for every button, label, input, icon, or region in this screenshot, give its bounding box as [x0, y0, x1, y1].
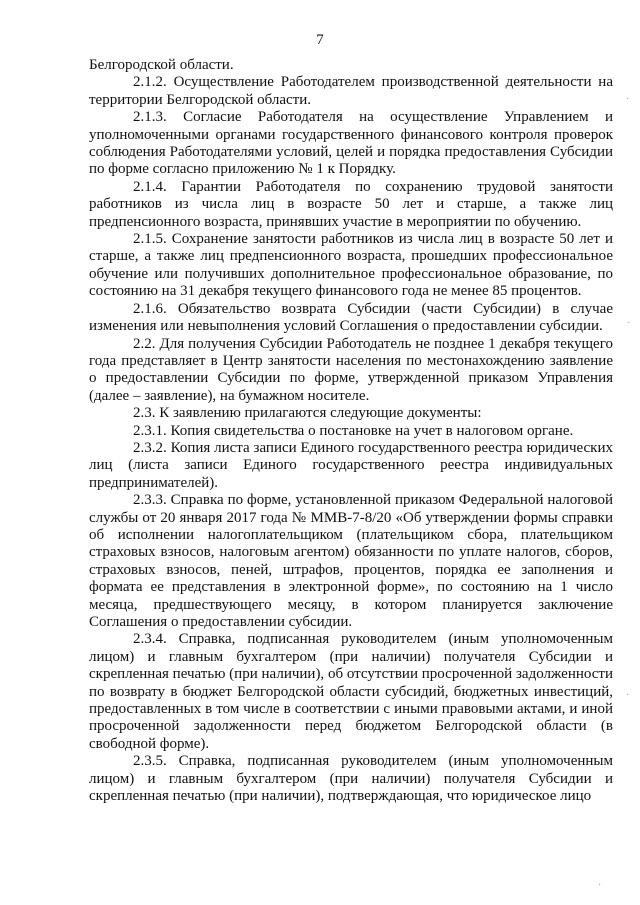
paragraph: 2.3.4. Справка, подписанная руководителем (иным уполномоченным лицом) и главным бухгалтером (при наличии) получателя Субсидии и скрепленная печатью (при наличии), об отсутствии просроченной задолженности по возврату в бюджет Белгородской области субсидий, бюджетных инвестиций, предоставленных в том числе в соответствии с иными правовыми актами, и иной просроченной задолженности перед бюджетом Белгородской области (в свободной форме).	[89, 631, 613, 752]
paragraph: 2.2. Для получения Субсидии Работодатель не позднее 1 декабря текущего года представляет в Центр занятости населения по местонахождению заявление о предоставлении Субсидии по форме, утвержденной приказом Управления (далее – заявление), на бумажном носителе.	[89, 335, 613, 404]
scan-speck: ·	[598, 880, 602, 891]
paragraph: 2.3. К заявлению прилагаются следующие документы:	[133, 405, 482, 422]
paragraph: 2.1.4. Гарантии Работодателя по сохранению трудовой занятости работников из числа лиц в возрасте 50 лет и старше, а также лиц предпенсионного возраста, принявших участие в мероприятии по обучению.	[89, 178, 613, 230]
page-number: 7	[316, 32, 324, 48]
scan-speck: ·	[627, 318, 631, 329]
paragraph: 2.3.2. Копия листа записи Единого государственного реестра юридических лиц (листа записи Единого государственного реестра индивидуальных предпринимателей).	[89, 439, 613, 491]
scan-speck: ·	[626, 690, 630, 701]
paragraph: 2.3.3. Справка по форме, установленной приказом Федеральной налоговой службы от 20 января 2017 года № ММВ-7-8/20 «Об утверждении формы справки об исполнении налогоплательщиком (плательщиком сбора, плательщиком страховых взносов, налоговым агентом) обязанности по уплате налогов, сборов, страховых взносов, пеней, штрафов, процентов, порядка ее заполнения и формата ее представления в электронной форме», по состоянию на 1 число месяца, предшествующего месяцу, в котором планируется заключение Соглашения о предоставлении субсидии.	[89, 492, 613, 630]
paragraph: 2.1.3. Согласие Работодателя на осуществление Управлением и уполномоченными органами государственного финансового контроля проверок соблюдения Работодателями условий, целей и порядка предоставления Субсидии по форме согласно приложению № 1 к Порядку.	[89, 109, 613, 178]
document-body	[89, 57, 613, 805]
paragraph: Белгородской области.	[89, 57, 234, 73]
paragraph: 2.1.6. Обязательство возврата Субсидии (части Субсидии) в случае изменения или невыполнения условий Соглашения о предоставлении субсидии.	[89, 300, 613, 335]
scan-speck: ·	[626, 94, 630, 105]
paragraph: 2.3.5. Справка, подписанная руководителем (иным уполномоченным лицом) и главным бухгалтером (при наличии) получателя Субсидии и скрепленная печатью (при наличии), подтверждающая, что юридическое лицо	[89, 753, 613, 805]
paragraph: 2.1.5. Сохранение занятости работников из числа лиц в возрасте 50 лет и старше, а также лиц предпенсионного возраста, прошедших профессиональное обучение или получивших дополнительное профессиональное образование, по состоянию на 31 декабря текущего финансового года не менее 85 процентов.	[89, 231, 613, 300]
paragraph: 2.1.2. Осуществление Работодателем производственной деятельности на территории Белгородской области.	[89, 74, 613, 108]
paragraph: 2.3.1. Копия свидетельства о постановке на учет в налоговом органе.	[133, 422, 574, 439]
